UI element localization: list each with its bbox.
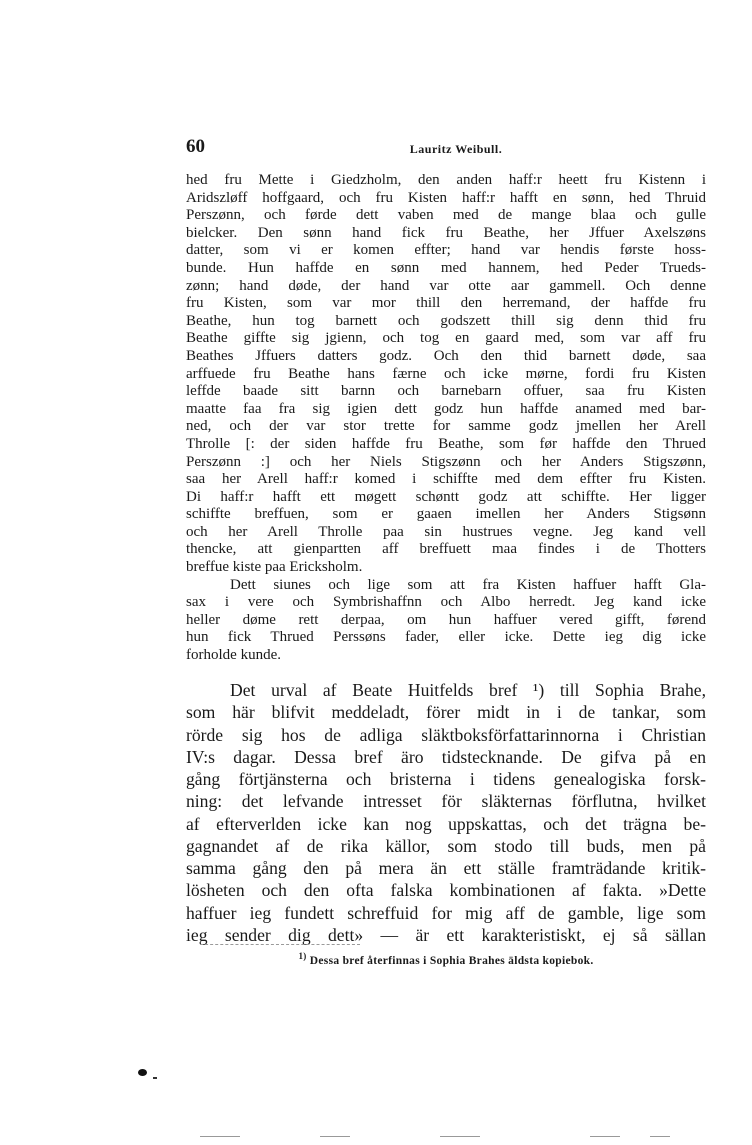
body-line: IV:s dagar. Dessa bref äro tidstecknande. De gifva på en — [186, 746, 706, 767]
ink-blot — [138, 1069, 147, 1076]
quote-line: thencke, att gienpartten aff breffuett maa findes i de Thotters — [186, 541, 706, 558]
ink-blot — [153, 1077, 157, 1079]
quote-line: arffuede fru Beathe hans færne och icke mørne, fordi fru Kisten — [186, 365, 706, 382]
body-line: ieg sender dig dett» — är ett karakteristiskt, ej så sällan — [186, 924, 706, 945]
page-header — [186, 136, 706, 160]
quote-line: saa her Arell haff:r komed i schiffte med dem effter fru Kisten. — [186, 471, 706, 488]
quote-line: Aridszløff hoffgaard, och fru Kisten haff:r hafft en sønn, hed Thruid — [186, 189, 706, 206]
body-line: haffuer ieg fundett schreffuid for mig aff de gamble, lige som — [186, 902, 706, 923]
quoted-letter-block — [186, 172, 706, 665]
body-line: som här blifvit meddeladt, förer midt in i de tankar, som — [186, 702, 706, 723]
quote-line: Beathes Jffuers datters godz. Och den thid barnett døde, saa — [186, 347, 706, 364]
footnote-mark: 1) — [298, 951, 307, 961]
body-line: samma gång den på mera än ett ställe framträdande kritik- — [186, 858, 706, 878]
scan-artifact — [440, 1136, 480, 1137]
quote-line: datter, som vi er komen effter; hand var hendis første hoss- — [186, 242, 706, 259]
body-line: Det urval af Beate Huitfelds bref ¹) till Sophia Brahe, — [230, 680, 706, 700]
body-line: gagnandet af de rika källor, som stodo till buds, men på — [186, 835, 706, 856]
scan-artifact — [200, 1136, 240, 1137]
quote-line: sax i vere och Symbrishaffnn och Albo herredt. Jeg kand icke — [186, 594, 706, 611]
body-paragraph — [186, 679, 706, 946]
quote-line: forholde kunde. — [186, 647, 281, 664]
quote-line: fru Kisten, som var mor thill den herremand, der haffde fru — [186, 295, 706, 312]
body-line: gång förtjänsterna och bristerna i tidens genealogiska forsk- — [186, 769, 706, 789]
quote-line: leffde baade sitt barnn och barnebarn offuer, saa fru Kisten — [186, 383, 706, 400]
quote-line: Throlle [: der siden haffde fru Beathe, som før haffde den Thrued — [186, 435, 706, 452]
quote-line: och her Arell Throlle paa sin hustrues vegne. Jeg kand vell — [186, 523, 706, 540]
quote-line: Dett siunes och lige som att fra Kisten haffuer hafft Gla- — [230, 576, 706, 593]
quote-line: hed fru Mette i Giedzholm, den anden haff:r heett fru Kistenn i — [186, 172, 706, 188]
scan-artifact — [650, 1136, 670, 1137]
scan-artifact — [590, 1136, 620, 1137]
scan-artifact — [320, 1136, 350, 1137]
body-line: lösheten och den ofta falska kombinationen af fakta. »Dette — [186, 880, 706, 901]
quote-line: ned, och der var stor trette for samme godz jmellen her Arell — [186, 418, 706, 435]
quote-line: bunde. Hun haffde en sønn med hannem, hed Peder Trueds- — [186, 259, 706, 276]
quote-line: Beathe, hun tog barnett och godszett thill sig denn thid fru — [186, 312, 706, 329]
quote-line: breffue kiste paa Ericksholm. — [186, 559, 363, 576]
footnote — [186, 951, 706, 967]
body-line: rörde sig hos de adliga släktboksförfattarinnorna i Christian — [186, 724, 706, 745]
quote-line: hun fick Thrued Perssøns fader, eller icke. Dette ieg dig icke — [186, 629, 706, 646]
footnote-text: Dessa bref återfinnas i Sophia Brahes äldsta kopiebok. — [309, 954, 594, 967]
body-line: af efterverlden icke kan nog uppskattas, och det trägna be- — [186, 813, 706, 834]
quote-line: Beathe giffte sig jgienn, och tog en gaard med, som var aff fru — [186, 330, 706, 347]
quote-line: bielcker. Den sønn hand fick fru Beathe, her Jffuer Axelszøns — [186, 224, 706, 241]
running-title: Lauritz Weibull. — [409, 142, 503, 156]
quote-line: Di haff:r hafft ett møgett schøntt godz att schiffte. Her ligger — [186, 488, 706, 505]
page-number: 60 — [186, 136, 205, 157]
footnote-divider — [200, 944, 360, 945]
quote-line: maatte faa fra sig igien dett godz hun haffde anamed med bar- — [186, 400, 706, 417]
quote-line: Perszønn, och førde dett vaben med de mange blaa och gulle — [186, 207, 706, 224]
body-line: ning: det lefvande intresset för släkternas förflutna, hvilket — [186, 791, 706, 812]
quote-line: Perszønn :] och her Niels Stigszønn och her Anders Stigszønn, — [186, 453, 706, 470]
quote-line: heller døme rett derpaa, om hun haffuer vered gifft, førend — [186, 611, 706, 628]
quote-line: zønn; hand døde, der hand var otte aar gammell. Och denne — [186, 277, 706, 294]
quote-line: schiffte breffuen, som er gaaen imellen her Anders Stigsønn — [186, 506, 706, 523]
